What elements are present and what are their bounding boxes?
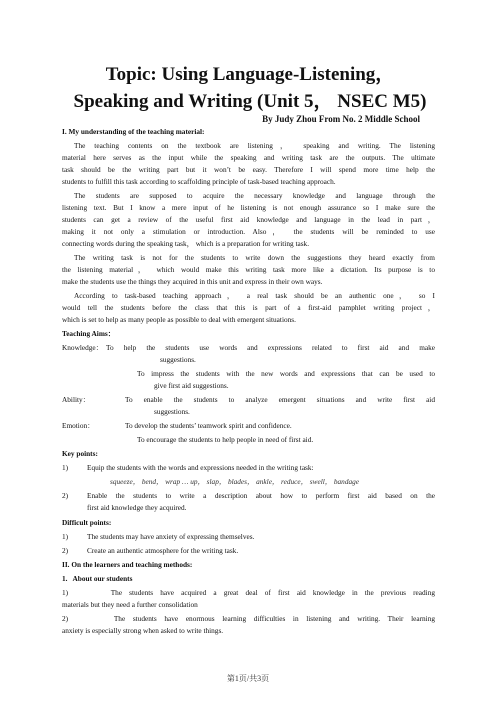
paragraph-line: students to fulfill this task according to scaffolding principle of task-based teaching approach. <box>62 177 336 186</box>
ability-aim: To enable the students to analyze emergent situations and write first aid <box>125 395 435 404</box>
student-point-1: 1) The students have acquired a great deal of first aid knowledge in the previous reading <box>62 588 435 597</box>
key-point-2: Enable the students to write a description about how to perform first aid based on the <box>87 491 435 500</box>
paragraph-line: students can get a review of the useful first aid knowledge and language in the lead in part， <box>62 215 435 224</box>
knowledge-label: Knowledge： <box>62 343 103 352</box>
paragraph-line: connecting words during the speaking task， which is a preparation for writing task. <box>62 239 310 248</box>
student-point-1-cont: materials but they need a further consolidation <box>62 600 198 609</box>
about-students-heading: 1. About our students <box>62 574 133 583</box>
knowledge-aim-1-cont: suggestions. <box>160 355 196 364</box>
student-point-2-cont: anxiety is especially strong when asked to write things. <box>62 626 224 635</box>
emotion-aim-1: To develop the students’ teamwork spirit and confidence. <box>125 421 292 430</box>
difficult-point-1-number: 1) <box>62 532 69 541</box>
paragraph-line: The writing task is not for the students to write down the suggestions they heard exactly from <box>74 253 435 262</box>
paragraph-line: The teaching contents on the textbook are listening， speaking and writing. The listening <box>74 141 435 150</box>
difficult-point-2-number: 2) <box>62 546 69 555</box>
paragraph-line: making it not only a stimulation or introduction. Also， the students will be reminded to use <box>62 227 435 236</box>
paragraph-line: The students are supposed to acquire the necessary knowledge and language through the <box>74 191 435 200</box>
difficult-point-1: The students may have anxiety of expressing themselves. <box>87 532 255 541</box>
section-2-heading: II. On the learners and teaching methods: <box>62 560 193 569</box>
teaching-aims-heading: Teaching Aims： <box>62 329 116 338</box>
difficult-point-2: Create an authentic atmosphere for the writing task. <box>87 546 239 555</box>
knowledge-aim-1: To help the students use words and expressions related to first aid and make <box>106 343 435 352</box>
key-point-2-number: 2) <box>62 491 69 500</box>
paragraph-line: task should be the writing part but it won’t be easy. Therefore I will spend more time help the <box>62 165 435 174</box>
key-point-1: Equip the students with the words and expressions needed in the writing task: <box>87 463 314 472</box>
emotion-label: Emotion： <box>62 421 95 430</box>
ability-label: Ability： <box>62 395 90 404</box>
key-point-2-cont: first aid knowledge they acquired. <box>87 503 187 512</box>
paragraph-line: listening text. But I know a mere input of he listening is not enough assurance so I make sure the <box>62 203 435 212</box>
emotion-aim-2: To encourage the students to help people in need of first aid. <box>137 435 314 444</box>
difficult-points-heading: Difficult points: <box>62 518 112 527</box>
key-words-list: squeeze， bend， wrap … up， slap， blades， ankle， reduce， swell， bandage <box>110 477 360 486</box>
paragraph-line: the listening material， which would make this writing task more like a dictation. Its purpose is to <box>62 265 435 274</box>
ability-aim-cont: suggestions. <box>154 407 190 416</box>
page-footer: 第1页/共3页 <box>226 674 270 683</box>
paragraph-line: which is set to help as many people as possible to deal with emergent situations. <box>62 315 296 324</box>
knowledge-aim-2-cont: give first aid suggestions. <box>154 381 229 390</box>
paragraph-line: would tell the students before the class that this is part of a first-aid pamphlet writing project， <box>62 303 435 312</box>
paragraph-line: make the students use the things they acquired in this unit and express in their own ways. <box>62 277 323 286</box>
title-line-1: Topic: Using Language-Listening， <box>105 64 395 85</box>
title-line-2: Speaking and Writing (Unit 5， NSEC M5) <box>73 91 427 112</box>
key-point-1-number: 1) <box>62 463 69 472</box>
author-byline: By Judy Zhou From No. 2 Middle School <box>262 114 420 124</box>
student-point-2: 2) The students have enormous learning difficulties in listening and writing. Their learning <box>62 614 435 623</box>
section-1-heading: I. My understanding of the teaching material: <box>62 127 205 136</box>
knowledge-aim-2: To impress the students with the new words and expressions that can be used to <box>137 369 435 378</box>
key-points-heading: Key points: <box>62 449 98 458</box>
paragraph-line: According to task-based teaching approach， a real task should be an authentic one， so I <box>74 291 435 300</box>
paragraph-line: material here serves as the input while the speaking and writing task are the outputs. The ultimate <box>62 153 435 162</box>
